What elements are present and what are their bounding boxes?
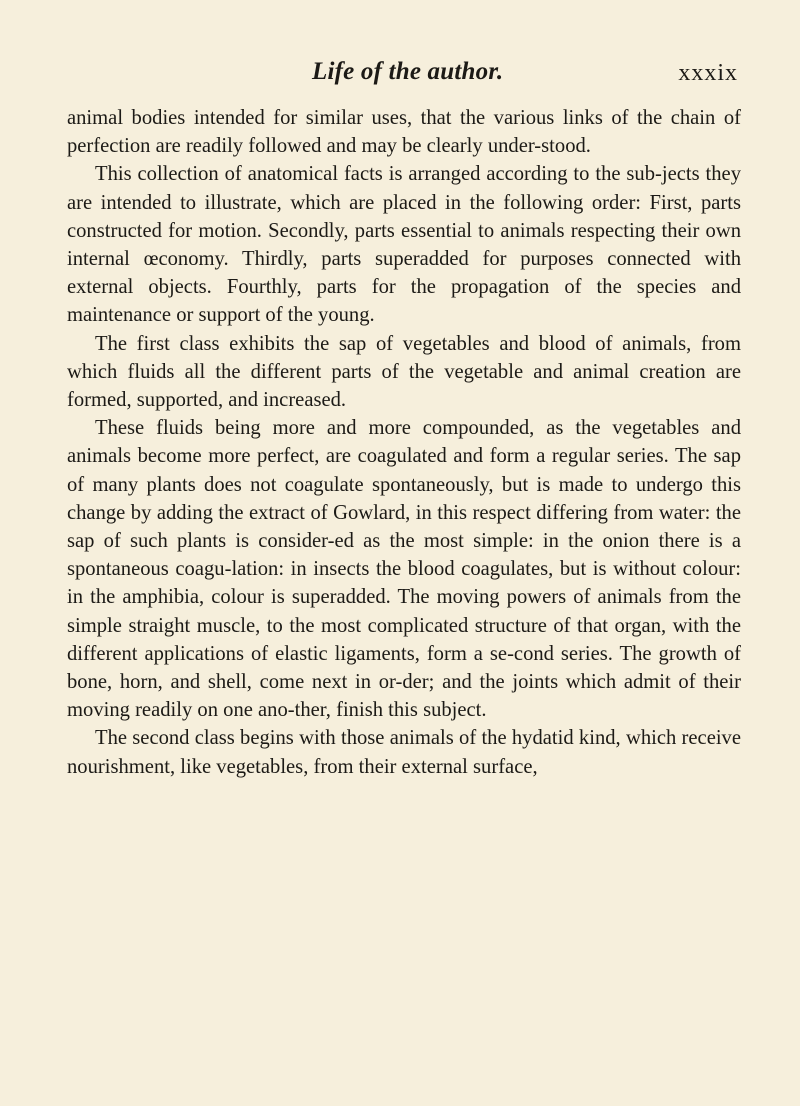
body-text: [67, 104, 741, 781]
running-title: Life of the author.: [312, 58, 504, 85]
paragraph: animal bodies intended for similar uses, that the various links of the chain of perfection are readily followed and may be clearly under-stood.: [67, 107, 741, 158]
page-number: xxxix: [678, 60, 738, 86]
paragraph: The second class begins with those animals of the hydatid kind, which receive nourishment, like vegetables, from their external surface,: [67, 727, 741, 778]
paragraph: This collection of anatomical facts is arranged according to the sub-jects they are intended to illustrate, which are placed in the following order: First, parts constructed for motion. Secondly, parts essential to animals respecting their own internal œconomy. Thirdly, parts superadded for purposes connected with external objects. Fourthly, parts for the propagation of the species and maintenance or support of the young.: [67, 163, 741, 327]
paragraph: These fluids being more and more compounded, as the vegetables and animals become more perfect, are coagulated and form a regular series. The sap of many plants does not coagulate spontaneously, but is made to undergo this change by adding the extract of Gowlard, in this respect differing from water: the sap of such plants is consider-ed as the most simple: in the onion there is a spontaneous coagu-lation: in insects the blood coagulates, but is without colour: in the amphibia, colour is superadded. The moving powers of animals from the simple straight muscle, to the most complicated structure of that organ, with the different applications of elastic ligaments, form a se-cond series. The growth of bone, horn, and shell, come next in or-der; and the joints which admit of their moving readily on one ano-ther, finish this subject.: [67, 417, 741, 722]
paragraph: The first class exhibits the sap of vegetables and blood of animals, from which fluids all the different parts of the vegetable and animal creation are formed, supported, and increased.: [67, 332, 741, 412]
